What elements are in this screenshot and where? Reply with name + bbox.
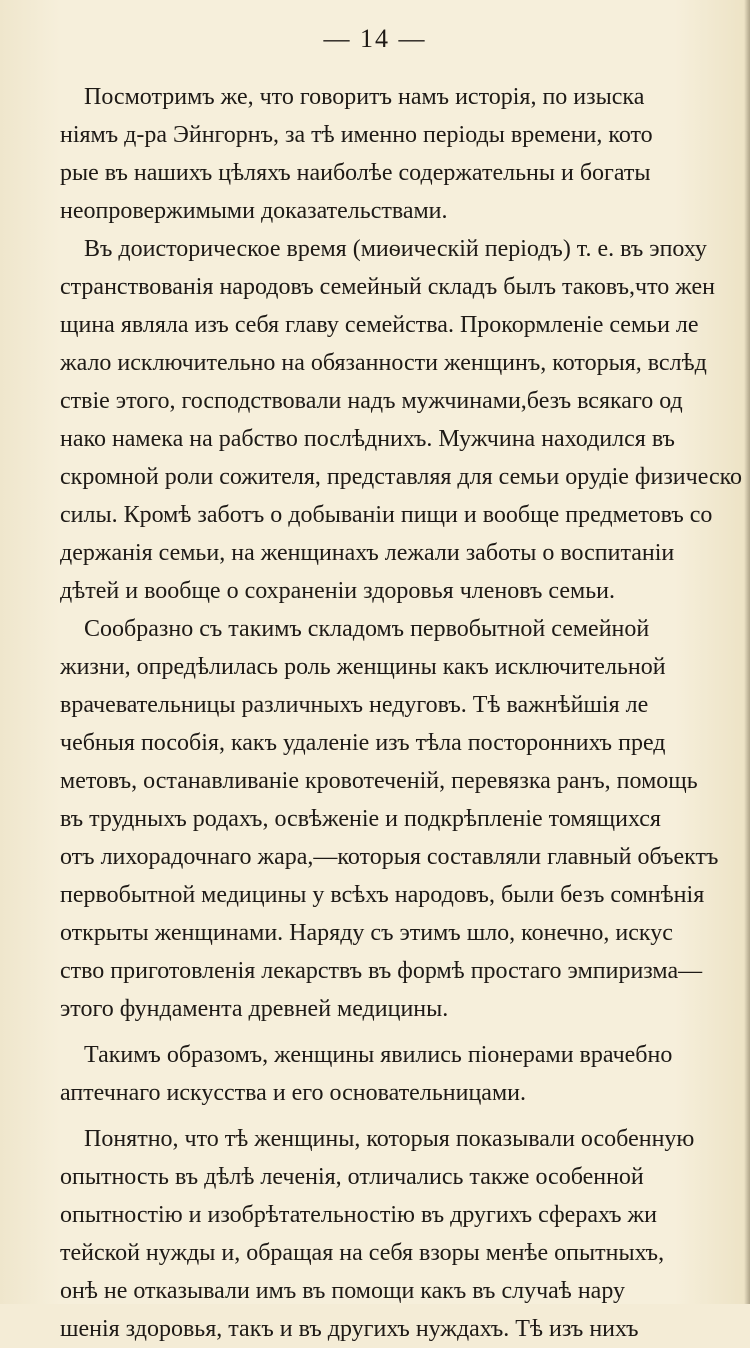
text-line: ство приготовленія лекарствъ въ формѣ простаго эмпиризма— xyxy=(60,958,703,984)
text-line: нако намека на рабство послѣднихъ. Мужчина находился въ xyxy=(60,426,675,452)
text-line: въ трудныхъ родахъ, освѣженіе и подкрѣпленіе томящихся xyxy=(60,806,661,832)
paragraph xyxy=(60,78,750,230)
text-line: неопровержимыми доказательствами. xyxy=(60,198,448,224)
text-line: Понятно, что тѣ женщины, которыя показывали особенную xyxy=(60,1126,695,1152)
text-line: онѣ не отказывали имъ въ помощи какъ въ случаѣ нару xyxy=(60,1278,626,1304)
text-line: ніямъ д-ра Эйнгорнъ, за тѣ именно періоды времени, кото xyxy=(60,122,653,148)
text-line: Сообразно съ такимъ складомъ первобытной семейной xyxy=(60,616,650,642)
paragraph xyxy=(60,230,750,610)
text-line: Посмотримъ же, что говоритъ намъ исторія, по изыска xyxy=(60,84,645,110)
text-line: метовъ, останавливаніе кровотеченій, перевязка ранъ, помощь xyxy=(60,768,698,794)
text-line: ствіе этого, господствовали надъ мужчинами,безъ всякаго од xyxy=(60,388,683,414)
paragraph xyxy=(60,1036,750,1112)
text-line: жизни, опредѣлилась роль женщины какъ исключительной xyxy=(60,654,666,680)
text-line: жало исключительно на обязанности женщинъ, которыя, вслѣд xyxy=(60,350,707,376)
text-line: опытность въ дѣлѣ леченія, отличались также особенной xyxy=(60,1164,644,1190)
paragraph xyxy=(60,1120,750,1348)
body-text xyxy=(60,78,750,1348)
text-line: чебныя пособія, какъ удаленіе изъ тѣла постороннихъ пред xyxy=(60,730,666,756)
text-line: рые въ нашихъ цѣляхъ наиболѣе содержательны и богаты xyxy=(60,160,651,186)
text-line: первобытной медицины у всѣхъ народовъ, были безъ сомнѣнія xyxy=(60,882,705,908)
text-line: шенія здоровья, такъ и въ другихъ нуждахъ. Тѣ изъ нихъ xyxy=(60,1316,639,1342)
text-line: Такимъ образомъ, женщины явились піонерами врачебно xyxy=(60,1042,673,1068)
text-line: силы. Кромѣ заботъ о добываніи пищи и вообще предметовъ со xyxy=(60,502,713,528)
text-line: открыты женщинами. Наряду съ этимъ шло, конечно, искус xyxy=(60,920,673,946)
text-line: держанія семьи, на женщинахъ лежали заботы о воспитаніи xyxy=(60,540,675,566)
text-line: этого фундамента древней медицины. xyxy=(60,996,449,1022)
text-line: тейской нужды и, обращая на себя взоры менѣе опытныхъ, xyxy=(60,1240,665,1266)
text-line: скромной роли сожителя, представляя для семьи орудіе физическо xyxy=(60,464,743,490)
page-number: — 14 — xyxy=(323,24,427,53)
text-line: странствованія народовъ семейный складъ былъ таковъ,что жен xyxy=(60,274,716,300)
paragraph xyxy=(60,610,750,1028)
text-line: врачевательницы различныхъ недуговъ. Тѣ важнѣйшія ле xyxy=(60,692,649,718)
text-line: аптечнаго искусства и его основательницами. xyxy=(60,1080,526,1106)
text-line: отъ лихорадочнаго жара,—которыя составляли главный объектъ xyxy=(60,844,719,870)
text-line: дѣтей и вообще о сохраненіи здоровья членовъ семьи. xyxy=(60,578,615,604)
text-line: Въ доисторическое время (миѳическій періодъ) т. е. въ эпоху xyxy=(60,236,707,262)
text-line: щина являла изъ себя главу семейства. Прокормленіе семьи ле xyxy=(60,312,699,338)
text-line: опытностію и изобрѣтательностію въ другихъ сферахъ жи xyxy=(60,1202,657,1228)
